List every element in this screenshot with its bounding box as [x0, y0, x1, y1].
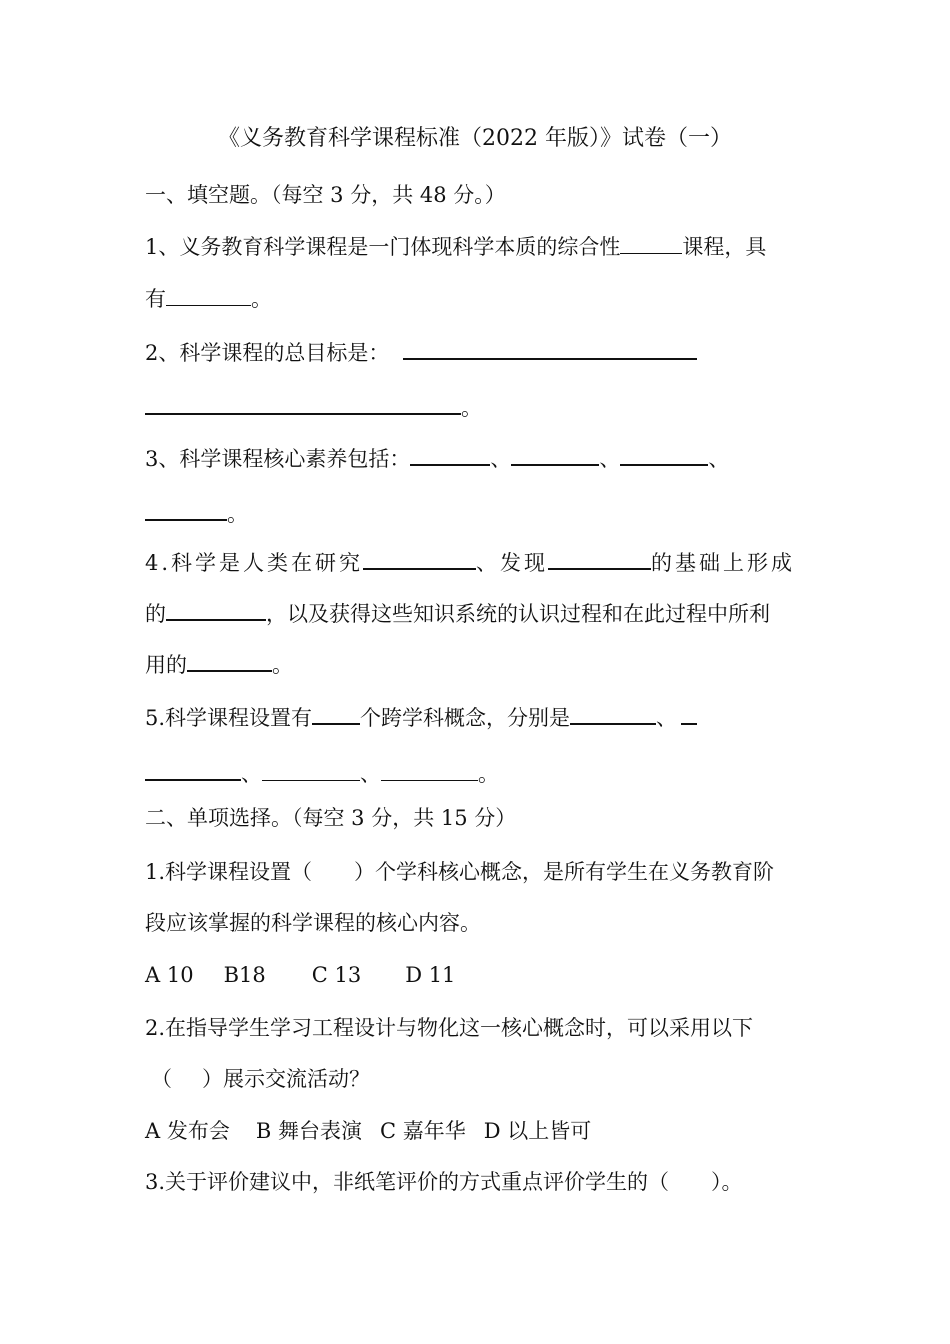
question-text: 3、科学课程核心素养包括： — [145, 447, 411, 471]
question-text: 。 — [227, 502, 248, 526]
question-5-line-2 — [145, 757, 499, 789]
option-d[interactable]: D 以上皆可 — [483, 1119, 592, 1143]
option-a[interactable]: A 发布会 — [145, 1119, 230, 1143]
choice-question-2-options — [145, 1116, 591, 1146]
option-c[interactable]: C 嘉年华 — [379, 1119, 466, 1143]
question-3-line-2 — [145, 497, 248, 529]
choice-question-1-line-2: 段应该掌握的科学课程的核心内容。 — [145, 911, 481, 935]
section-heading: 二、单项选择。（每空 3 分，共 15 分） — [145, 806, 517, 830]
question-text: 。 — [478, 762, 499, 786]
question-text: 用的 — [145, 653, 187, 677]
answer-blank[interactable] — [145, 497, 227, 521]
question-text: ）展示交流活动？ — [202, 1067, 370, 1091]
option-c[interactable]: C 13 — [311, 963, 362, 987]
question-text: 2、科学课程的总目标是： — [145, 341, 390, 365]
option-b[interactable]: B 舞台表演 — [255, 1119, 362, 1143]
question-text: 的基础上形成 — [651, 551, 796, 575]
answer-blank[interactable] — [145, 391, 461, 415]
question-text: 1.科学课程设置（ — [145, 860, 313, 884]
answer-blank[interactable] — [681, 701, 697, 725]
answer-blank[interactable] — [166, 283, 251, 306]
separator: 、 — [241, 762, 262, 786]
question-text: 、发现 — [476, 551, 549, 575]
question-1-line-1 — [145, 231, 766, 262]
question-text: 。 — [461, 396, 482, 420]
option-a[interactable]: A 10 — [145, 963, 194, 987]
question-text: 3.关于评价建议中，非纸笔评价的方式重点评价学生的（ — [145, 1170, 670, 1194]
choice-question-1-line-1 — [145, 857, 774, 887]
choice-question-2-line-2 — [145, 1064, 370, 1094]
answer-blank[interactable] — [570, 701, 656, 725]
question-1-line-2 — [145, 283, 272, 314]
answer-blank[interactable] — [312, 701, 360, 725]
question-text: 的 — [145, 602, 166, 626]
choice-question-2-line-1: 2.在指导学生学习工程设计与物化这一核心概念时，可以采用以下 — [145, 1016, 754, 1040]
choice-question-3-line-1 — [145, 1167, 743, 1197]
question-text: 有 — [145, 287, 166, 311]
section-heading: 一、填空题。（每空 3 分，共 48 分。） — [145, 183, 506, 207]
question-2-line-2 — [145, 391, 482, 423]
answer-blank[interactable] — [410, 442, 490, 466]
answer-blank[interactable] — [262, 758, 360, 781]
separator: 、 — [708, 447, 730, 471]
separator: 、 — [599, 447, 621, 471]
answer-blank[interactable] — [620, 231, 682, 254]
question-5-line-1 — [145, 701, 697, 733]
answer-blank[interactable] — [620, 442, 708, 466]
answer-blank[interactable] — [403, 336, 697, 360]
question-text: 个跨学科概念，分别是 — [360, 706, 571, 730]
question-text: 5.科学课程设置有 — [145, 706, 313, 730]
question-4-line-2 — [145, 597, 770, 629]
separator: 、 — [490, 447, 512, 471]
question-3-line-1 — [145, 442, 729, 474]
question-4-line-3 — [145, 648, 293, 680]
question-text: （ — [151, 1067, 172, 1091]
answer-blank[interactable] — [363, 546, 476, 570]
answer-blank[interactable] — [166, 597, 266, 621]
answer-blank[interactable] — [511, 442, 599, 466]
question-text: 。 — [251, 287, 272, 311]
separator: 、 — [360, 762, 381, 786]
separator: 、 — [656, 706, 678, 730]
question-4-line-1 — [145, 546, 795, 578]
option-d[interactable]: D 11 — [405, 963, 456, 987]
answer-blank[interactable] — [381, 758, 478, 781]
question-text: 4.科学是人类在研究 — [145, 551, 364, 575]
answer-blank[interactable] — [145, 757, 241, 781]
question-2-line-1 — [145, 336, 697, 368]
question-text: 。 — [272, 653, 293, 677]
question-text: ）个学科核心概念，是所有学生在义务教育阶 — [354, 860, 775, 884]
option-b[interactable]: B18 — [223, 963, 266, 987]
answer-blank[interactable] — [548, 546, 651, 570]
question-text: 1、义务教育科学课程是一门体现科学本质的综合性 — [145, 235, 621, 259]
answer-blank[interactable] — [187, 648, 272, 672]
question-text: 课程，具 — [682, 235, 767, 259]
question-text: ）。 — [711, 1170, 743, 1194]
choice-question-1-options — [145, 960, 455, 990]
question-text: ，以及获得这些知识系统的认识过程和在此过程中所利 — [266, 602, 770, 626]
page-title: 《义务教育科学课程标准（2022 年版）》试卷（一） — [218, 126, 732, 151]
